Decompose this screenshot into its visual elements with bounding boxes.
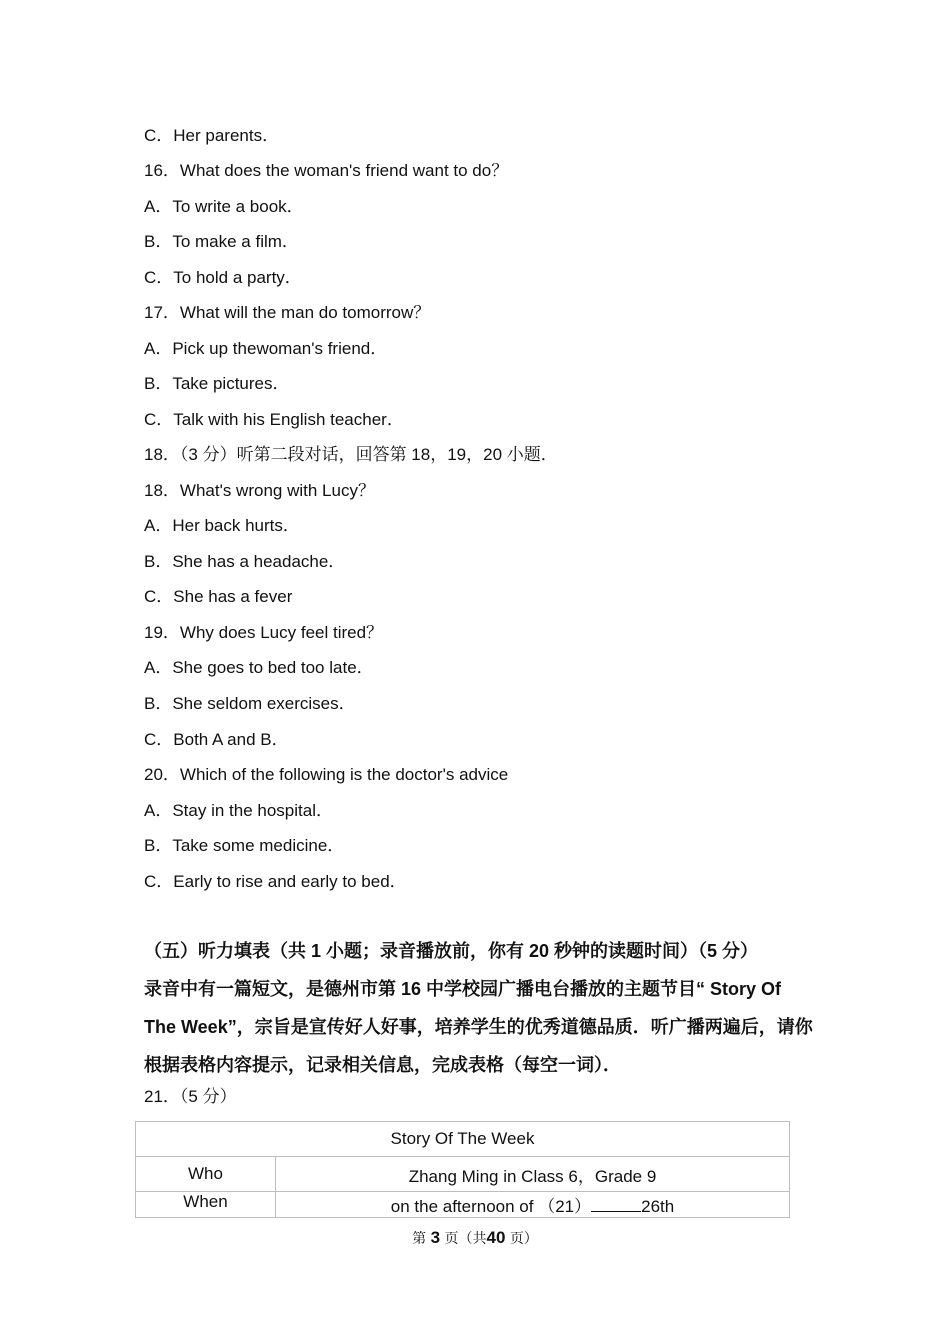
option-18c: C．She has a fever (144, 587, 293, 606)
option-20a: A．Stay in the hospital． (144, 801, 333, 820)
option-15c: C．Her parents． (144, 126, 280, 145)
when-text-before: on the afternoon of （21） (390, 1197, 592, 1216)
option-20c: C．Early to rise and early to bed． (144, 872, 407, 891)
footer-page-number: 3 (430, 1228, 441, 1247)
question-19: 19．Why does Lucy feel tired？ (144, 623, 384, 642)
option-17b: B．Take pictures． (144, 374, 290, 393)
option-16a: A．To write a book． (144, 197, 304, 216)
table-row-label-when: When (136, 1192, 276, 1218)
table-row-label-who: Who (136, 1157, 276, 1192)
option-19b: B．She seldom exercises． (144, 694, 356, 713)
question-16: 16．What does the woman's friend want to do？ (144, 161, 509, 180)
page-footer (0, 1228, 950, 1248)
section-five (144, 932, 814, 1084)
section-instructions: 录音中有一篇短文，是德州市第 16 中学校园广播电台播放的主题节目“ Story Of The Week”，宗旨是宣传好人好事，培养学生的优秀道德品质．听广播两遍后，请你根据表格内容提示，记录相关信息，完成表格（每空一词）． (144, 979, 813, 1075)
footer-suffix: 页） (509, 1231, 538, 1247)
option-18b: B．She has a headache． (144, 552, 346, 571)
question-17: 17．What will the man do tomorrow？ (144, 303, 431, 322)
option-20b: B．Take some medicine． (144, 836, 345, 855)
story-table (135, 1121, 790, 1218)
option-19a: A．She goes to bed too late． (144, 658, 374, 677)
footer-prefix: 第 (412, 1231, 427, 1247)
when-text-after: 26th (641, 1197, 675, 1216)
question-20: 20．Which of the following is the doctor's advice (144, 765, 509, 784)
question-18: 18．What's wrong with Lucy？ (144, 481, 375, 500)
option-17c: C．Talk with his English teacher． (144, 410, 404, 429)
footer-total-pages: 40 (486, 1228, 506, 1247)
table-row-value-when (276, 1192, 790, 1218)
option-19c: C．Both A and B． (144, 730, 289, 749)
table-row-value-who: Zhang Ming in Class 6，Grade 9 (276, 1157, 790, 1192)
footer-middle: 页（共 (444, 1231, 487, 1247)
option-17a: A．Pick up thewoman's friend． (144, 339, 388, 358)
question-21: 21．（5 分） (144, 1087, 237, 1106)
option-18a: A．Her back hurts． (144, 516, 300, 535)
answer-blank-21[interactable] (591, 1195, 641, 1212)
section-heading: （五）听力填表（共 1 小题；录音播放前，你有 20 秒钟的读题时间）（5 分） (144, 941, 759, 961)
table-title: Story Of The Week (136, 1122, 790, 1157)
dialogue-2-instruction: 18．（3 分）听第二段对话，回答第 18，19，20 小题． (144, 445, 558, 464)
option-16b: B．To make a film． (144, 232, 299, 251)
option-16c: C．To hold a party． (144, 268, 302, 287)
